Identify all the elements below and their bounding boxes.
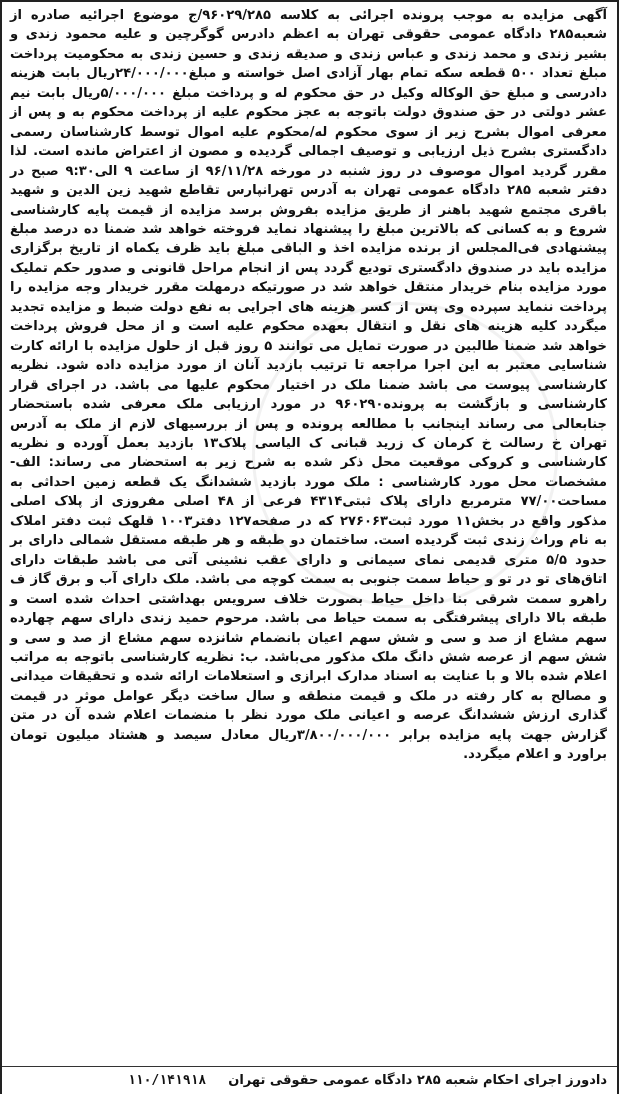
notice-footer xyxy=(2,1066,617,1094)
footer-reference-code: ۱۱۰/۱۴۱۹۱۸ xyxy=(127,1073,207,1088)
auction-notice-body: آگهی مزایده به موجب پرونده اجرائی به کلاسه ۹۶۰۲۹/۲۸۵/ج موضوع اجرائیه صادره از شعبه۲۸۵ دادگاه عمومی حقوقی تهران به اعظم دادرس گوگرچین و علیه محمود زندی و بشیر زندی و محمد زندی و عباس زندی و صدیقه زندی و حسین زندی به محکومیت پرداخت مبلغ تعداد ۵۰۰ قطعه سکه تمام بهار آزادی اصل خواسته و مبلغ۲۴/۰۰۰/۰۰۰ریال بابت هزینه دادرسی و مبلغ حق الوکاله وکیل در حق محکوم له و پرداخت مبلغ ۵/۰۰۰/۰۰۰ریال بابت نیم عشر دولتی در حق صندوق دولت باتوجه به عجز محکوم علیه از پرداخت محکوم به و پس از معرفی اموال بشرح زیر از سوی محکوم له/محکوم علیه اموال توسط کارشناسان رسمی دادگستری بشرح ذیل ارزیابی و توصیف اجمالی گردیده و مصون از اعتراض مانده است. لذا مقرر گردید اموال موصوف در روز شنبه در مورخه ۹۶/۱۱/۲۸ از ساعت ۹ الی۹:۳۰ صبح در دفتر شعبه ۲۸۵ دادگاه عمومی تهران به آدرس تهرانپارس تقاطع شهید زین الدین و شهید باقری مجتمع شهید باهنر از طریق مزایده بفروش برسد مزایده از قیمت پایه کارشناسی شروع و به کسانی که بالاترین مبلغ را پیشنهاد نماید فروخته خواهد شد ضمنا ده درصد مبلغ پیشنهادی فی‌المجلس از برنده مزایده اخذ و الباقی مبلغ باید ظرف یکماه از تاریخ برگزاری مزایده باید در صندوق دادگستری تودیع گردد پس از انجام مراحل قانونی و صدور حکم تملیک مورد مزایده بنام خریدار منتقل خواهد شد در صورتیکه درمهلت مقرر خریدار وجه مزایده را پرداخت ننماید سپرده وی پس از کسر هزینه های اجرایی به نفع دولت ضبط و مزایده تجدید میگردد کلیه هزینه های نقل و انتقال بعهده محکوم علیه است و از محل فروش پرداخت خواهد شد ضمنا طالبین در صورت تمایل می توانند ۵ روز قبل از حلول مزایده با ارائه کارت شناسایی معتبر به این اجرا مراجعه تا ترتیب بازدید آنان از مورد مزایده داده شود. نظریه کارشناسی پیوست می باشد ضمنا ملک در اختیار محکوم علیها می باشد. در اجرای قرار کارشناسی و بازگشت به پرونده۹۶۰۲۹۰ در مورد ارزیابی ملک معرفی شده باستحضار جنابعالی می رساند اینجانب با مطالعه پرونده و پس از بررسیهای لازم از ملک به آدرس تهران خ رسالت خ کرمان ک زرید قبانی ک الیاسی پلاک۱۳ بازدید بعمل آورده و نظریه کارشناسی و کروکی موقعیت محل ذکر شده به شرح زیر به استحضار می رساند: الف- مشخصات محل مورد کارشناسی : ملک مورد بازدید ششدانگ یک قطعه زمین احداثی به مساحت۷۷/۰۰ مترمربع دارای پلاک ثبتی۴۳۱۴ فرعی از ۴۸ اصلی مفروزی از پلاک اصلی مذکور واقع در بخش۱۱ مورد ثبت۲۷۶۰۶۳ که در صفحه۱۲۷ دفتر۱۰۰۳ قلهک ثبت دفتر املاک به نام وراث زندی ثبت گردیده است. ساختمان دو طبقه و هر طبقه مستقل شمالی دارای بر حدود ۵/۵ متری قدیمی نمای سیمانی و دارای عقب نشینی آتی می باشد طبقات دارای اتاق‌های تو در تو و حیاط سمت جنوبی به سمت کوچه می باشد. ملک دارای آب و برق گاز ف راهرو سمت شرقی بنا داخل حیاط بصورت خلاف سرویس بهداشتی احداث شده است و طبقه بالا دارای پیشرفتگی به سمت حیاط می باشد. مرحوم حمید زندی دارای سهم چهارده سهم مشاع از صد و سی و شش سهم اعیان بانضمام شانزده سهم مشاع از صد و سی و شش سهم از عرصه شش دانگ ملک مذکور می‌باشد. ب: نظریه کارشناسی باتوجه به مراتب اعلام شده بالا و با عنایت به اسناد مدارک ابرازی و استعلامات ارائه شده و تحقیقات میدانی و مصالح به کار رفته در ملک و قیمت منطقه و سال ساخت دیگر عوامل موثر در قیمت گذاری ارزش ششدانگ عرصه و اعیانی ملک مورد نظر با منضمات اعلام شده آن در متن گزارش جهت پایه مزایده برابر ۳/۸۰۰/۰۰۰/۰۰۰ریال معادل سیصد و هشتاد میلیون تومان براورد و اعلام میگردد. xyxy=(10,8,608,763)
footer-signature: دادورز اجرای احکام شعبه ۲۸۵ دادگاه عمومی حقوقی تهران xyxy=(228,1073,607,1088)
